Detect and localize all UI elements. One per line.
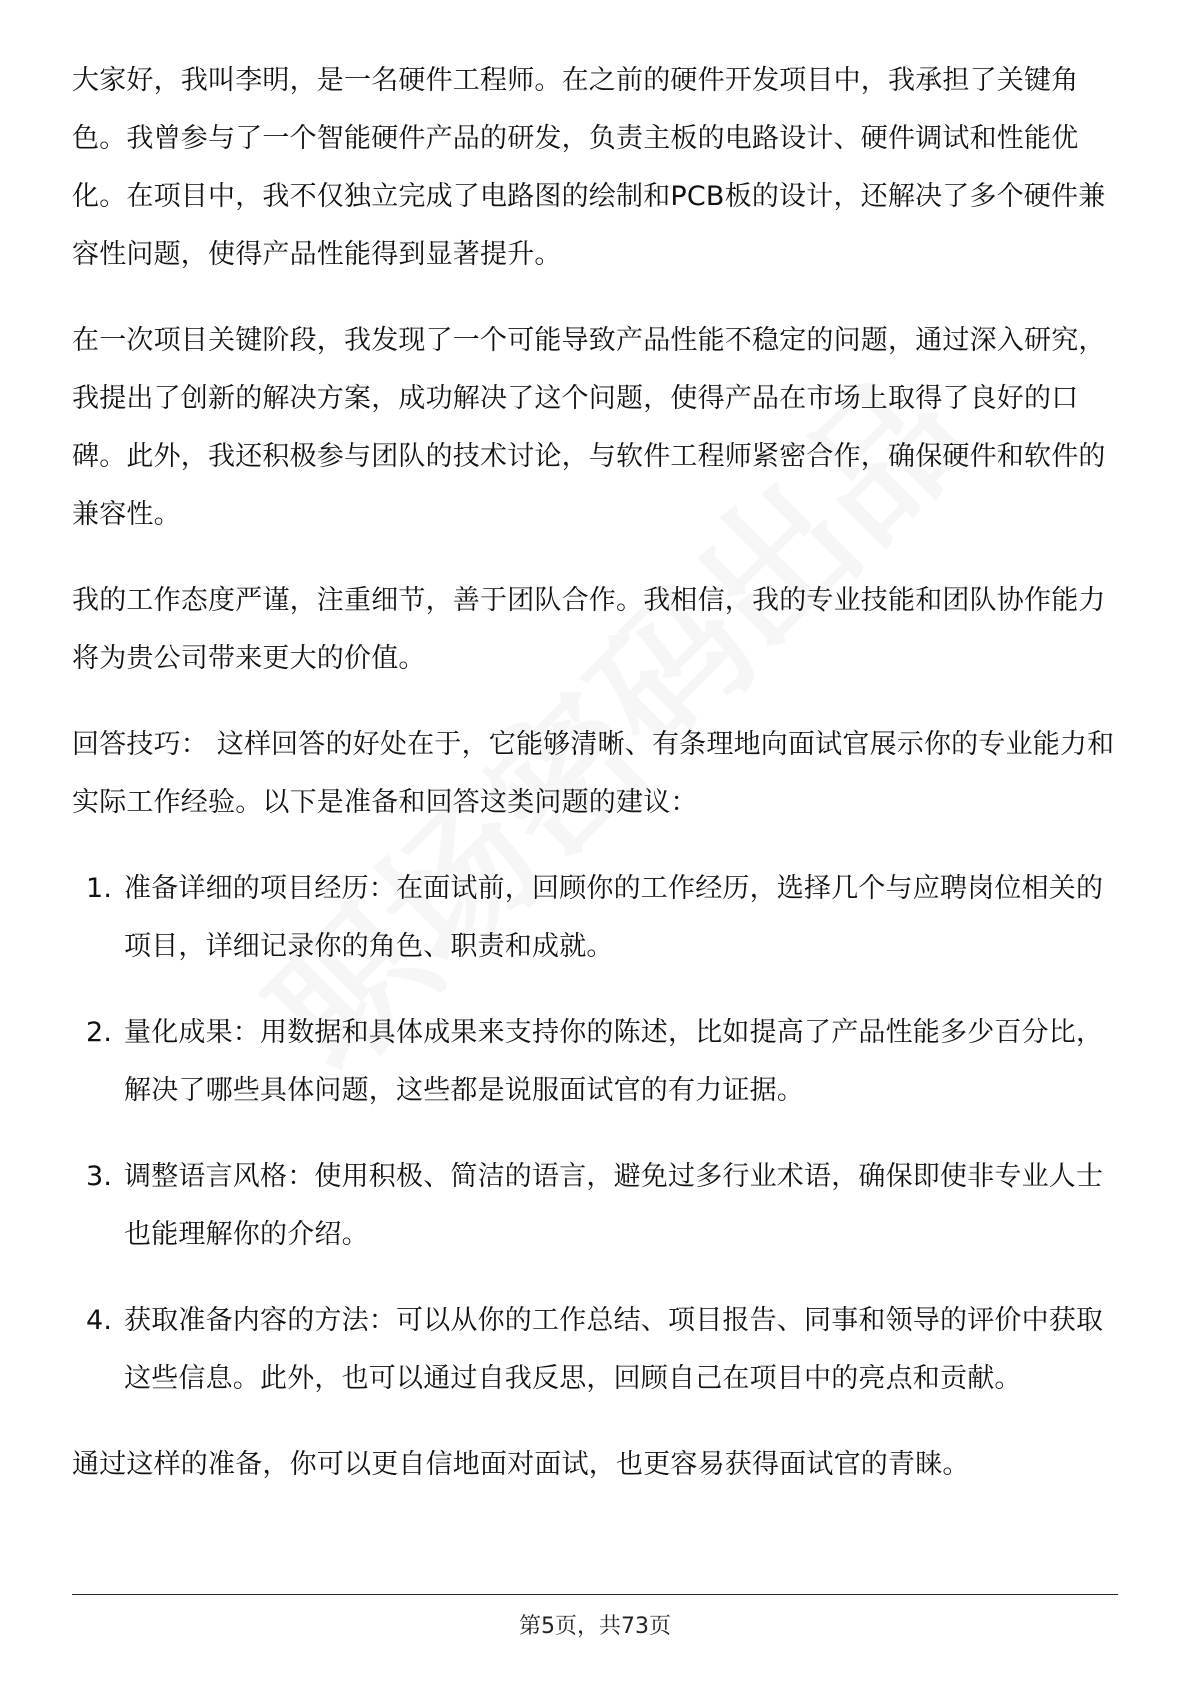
paragraph-key-stage: 在一次项目关键阶段，我发现了一个可能导致产品性能不稳定的问题，通过深入研究，我提出了创新的解决方案，成功解决了这个问题，使得产品在市场上取得了良好的口碑。此外，我还积极参与团队的技术讨论，与软件工程师紧密合作，确保硬件和软件的兼容性。 [72, 325, 1106, 530]
list-item-number: 2. [86, 1017, 113, 1048]
list-item [72, 1292, 1118, 1408]
list-item [72, 1148, 1118, 1264]
paragraph-intro: 大家好，我叫李明，是一名硬件工程师。在之前的硬件开发项目中，我承担了关键角色。我曾参与了一个智能硬件产品的研发，负责主板的电路设计、硬件调试和性能优化。在项目中，我不仅独立完成了电路图的绘制和PCB板的设计，还解决了多个硬件兼容性问题，使得产品性能得到显著提升。 [72, 65, 1106, 270]
list-item-text: 准备详细的项目经历：在面试前，回顾你的工作经历，选择几个与应聘岗位相关的项目，详细记录你的角色、职责和成就。 [124, 873, 1104, 962]
page-content [72, 52, 1118, 1522]
list-item-text: 量化成果：用数据和具体成果来支持你的陈述，比如提高了产品性能多少百分比，解决了哪些具体问题，这些都是说服面试官的有力证据。 [124, 1017, 1104, 1106]
list-item-number: 4. [86, 1305, 113, 1336]
list-item-text: 获取准备内容的方法：可以从你的工作总结、项目报告、同事和领导的评价中获取这些信息。此外，也可以通过自我反思，回顾自己在项目中的亮点和贡献。 [124, 1305, 1104, 1394]
list-item-number: 3. [86, 1161, 113, 1192]
paragraph-attitude: 我的工作态度严谨，注重细节，善于团队合作。我相信，我的专业技能和团队协作能力将为贵公司带来更大的价值。 [72, 585, 1106, 674]
paragraph-tips: 回答技巧： 这样回答的好处在于，它能够清晰、有条理地向面试官展示你的专业能力和实际工作经验。以下是准备和回答这类问题的建议： [72, 729, 1115, 818]
list-item [72, 1004, 1118, 1120]
page-number: 第5页，共73页 [519, 1614, 671, 1639]
list-item-number: 1. [86, 873, 113, 904]
footer-divider [72, 1594, 1118, 1595]
suggestion-list [72, 860, 1118, 1408]
list-item [72, 860, 1118, 976]
list-item-text: 调整语言风格：使用积极、简洁的语言，避免过多行业术语，确保即使非专业人士也能理解你的介绍。 [124, 1161, 1104, 1250]
paragraph-closing: 通过这样的准备，你可以更自信地面对面试，也更容易获得面试官的青睐。 [72, 1449, 970, 1480]
